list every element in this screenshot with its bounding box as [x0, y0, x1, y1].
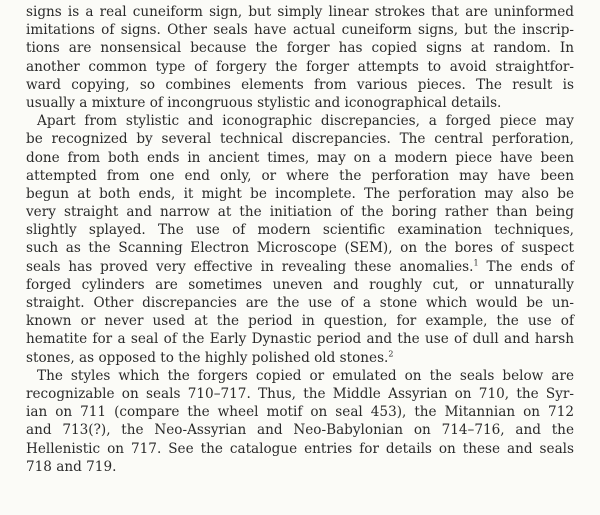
text-line: and 713(?), the Neo-Assyrian and Neo-Babylonian on 714–716, and the	[26, 422, 574, 439]
text-fragment: The ends of	[478, 258, 574, 275]
text-line: Hellenistic on 717. See the catalogue entries for details on these and seals	[26, 440, 574, 457]
paragraph-1	[26, 3, 574, 112]
text-fragment: seals has proved very effective in revealing these anomalies.	[26, 258, 474, 275]
text-line: imitations of signs. Other seals have actual cuneiform signs, but the inscrip-	[26, 22, 574, 39]
paragraph-3	[26, 367, 574, 476]
text-line: known or never used at the period in question, for example, the use of	[26, 313, 574, 330]
text-line: begun at both ends, it might be incomplete. The perforation may also be	[26, 185, 574, 202]
text-line	[26, 258, 574, 276]
text-line: ward copying, so combines elements from various pieces. The result is	[26, 76, 574, 93]
text-line: The styles which the forgers copied or emulated on the seals below are	[37, 367, 574, 384]
text-line: straight. Other discrepancies are the use of a stone which would be un-	[26, 295, 574, 311]
text-line: such as the Scanning Electron Microscope (SEM), on the bores of suspect	[26, 240, 574, 257]
text-line: Apart from stylistic and iconographic discrepancies, a forged piece may	[37, 113, 574, 130]
text-line: another common type of forgery the forger attempts to avoid straightfor-	[26, 58, 574, 75]
text-line	[26, 349, 574, 367]
text-line: attempted from one end only, or where the perforation may have been	[26, 167, 574, 184]
body-text	[26, 3, 574, 476]
text-line: be recognized by several technical discrepancies. The central perforation,	[26, 131, 574, 148]
text-fragment: stones, as opposed to the highly polished old stones.	[26, 349, 389, 366]
text-line: ian on 711 (compare the wheel motif on seal 453), the Mitannian on 712	[26, 404, 574, 421]
text-line: 718 and 719.	[26, 458, 117, 475]
footnote-marker: 2	[388, 349, 394, 359]
text-line: signs is a real cuneiform sign, but simply linear strokes that are uninformed	[26, 4, 574, 20]
text-line: recognizable on seals 710–717. Thus, the Middle Assyrian on 710, the Syr-	[26, 385, 574, 402]
text-line: forged cylinders are sometimes uneven and roughly cut, or unnaturally	[26, 276, 574, 293]
text-line: tions are nonsensical because the forger has copied signs at random. In	[26, 40, 574, 57]
paragraph-2	[26, 112, 574, 367]
text-line: usually a mixture of incongruous stylistic and iconographical details.	[26, 94, 502, 111]
text-line: slightly splayed. The use of modern scientific examination techniques,	[26, 222, 574, 239]
text-line: very straight and narrow at the initiation of the boring rather than being	[26, 204, 574, 221]
text-line: hematite for a seal of the Early Dynastic period and the use of dull and harsh	[26, 331, 574, 348]
footnote-marker: 1	[473, 258, 479, 268]
text-line: done from both ends in ancient times, may on a modern piece have been	[26, 149, 574, 166]
